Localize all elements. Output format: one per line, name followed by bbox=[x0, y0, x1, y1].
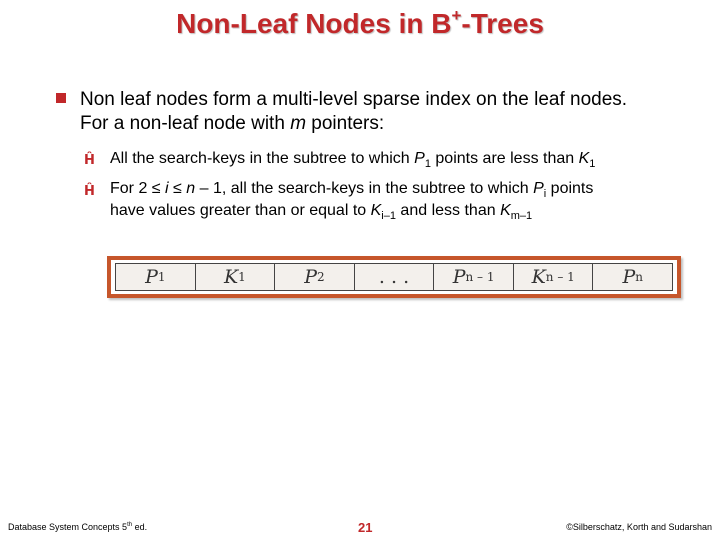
text: points are less than bbox=[430, 150, 579, 167]
bullet-paragraph-1 bbox=[80, 88, 700, 136]
variable-k: K bbox=[500, 202, 511, 219]
node-cells bbox=[115, 263, 673, 291]
text: ≤ bbox=[168, 180, 187, 197]
text: ed. bbox=[132, 522, 148, 532]
title-text: Non-Leaf Nodes in B bbox=[176, 8, 452, 39]
bplus-node-diagram bbox=[107, 256, 681, 298]
cell-symbol: P bbox=[452, 266, 466, 288]
variable-k: K bbox=[370, 202, 382, 219]
subscript: i bbox=[543, 188, 547, 201]
cell-symbol: K bbox=[223, 266, 239, 288]
sub-bullet-paragraph-1 bbox=[110, 148, 710, 170]
node-cell: K 1 bbox=[196, 264, 276, 290]
node-cell: P 2 bbox=[275, 264, 355, 290]
variable-p: P bbox=[533, 180, 544, 197]
node-cell: P 1 bbox=[116, 264, 196, 290]
subscript: i–1 bbox=[381, 210, 396, 223]
footer-book-title bbox=[8, 522, 147, 532]
subscript: 1 bbox=[589, 158, 596, 171]
text: points bbox=[546, 180, 594, 197]
node-cell: P n – 1 bbox=[434, 264, 514, 290]
node-cell: P n bbox=[622, 266, 644, 288]
hollow-h-bullet-icon: Ĥ bbox=[84, 184, 95, 199]
subscript: 1 bbox=[424, 158, 431, 171]
text: have values greater than or equal to bbox=[110, 202, 371, 219]
square-bullet-icon bbox=[56, 93, 66, 103]
cell-symbol: P bbox=[145, 266, 158, 288]
cell-symbol: K bbox=[531, 266, 546, 288]
subscript: m–1 bbox=[510, 210, 533, 223]
hollow-h-bullet-icon: Ĥ bbox=[84, 153, 95, 168]
variable-k: K bbox=[578, 150, 590, 167]
text: For 2 ≤ bbox=[110, 180, 166, 197]
title-superscript: + bbox=[451, 6, 462, 25]
variable-i: i bbox=[165, 180, 169, 197]
node-cell bbox=[355, 264, 435, 290]
variable-p: P bbox=[414, 150, 425, 167]
bullet-1-line-2: For a non-leaf node with bbox=[80, 113, 291, 134]
bullet-1-line-1: Non leaf nodes form a multi-level sparse index on the leaf nodes. bbox=[80, 89, 628, 110]
superscript: th bbox=[127, 522, 133, 528]
text: Database System Concepts 5 bbox=[8, 522, 128, 532]
bullet-1-line-2-end: pointers: bbox=[306, 113, 385, 134]
text: All the search-keys in the subtree to which bbox=[110, 150, 415, 167]
slide-title bbox=[0, 8, 720, 40]
title-text-suffix: -Trees bbox=[461, 8, 544, 39]
page-number: 21 bbox=[358, 520, 373, 535]
cell-symbol: P bbox=[304, 266, 318, 288]
sub-bullet-paragraph-2 bbox=[110, 178, 710, 222]
text: and less than bbox=[395, 202, 501, 219]
footer-copyright: ©Silberschatz, Korth and Sudarshan bbox=[566, 522, 712, 532]
cell-symbol: P bbox=[622, 266, 636, 288]
text: – 1, all the search-keys in the subtree to which bbox=[195, 180, 534, 197]
cell-ellipsis: . . . bbox=[378, 266, 410, 288]
variable-m: m bbox=[290, 113, 307, 134]
variable-n: n bbox=[186, 180, 196, 197]
node-cell: K n – 1 bbox=[514, 264, 594, 290]
